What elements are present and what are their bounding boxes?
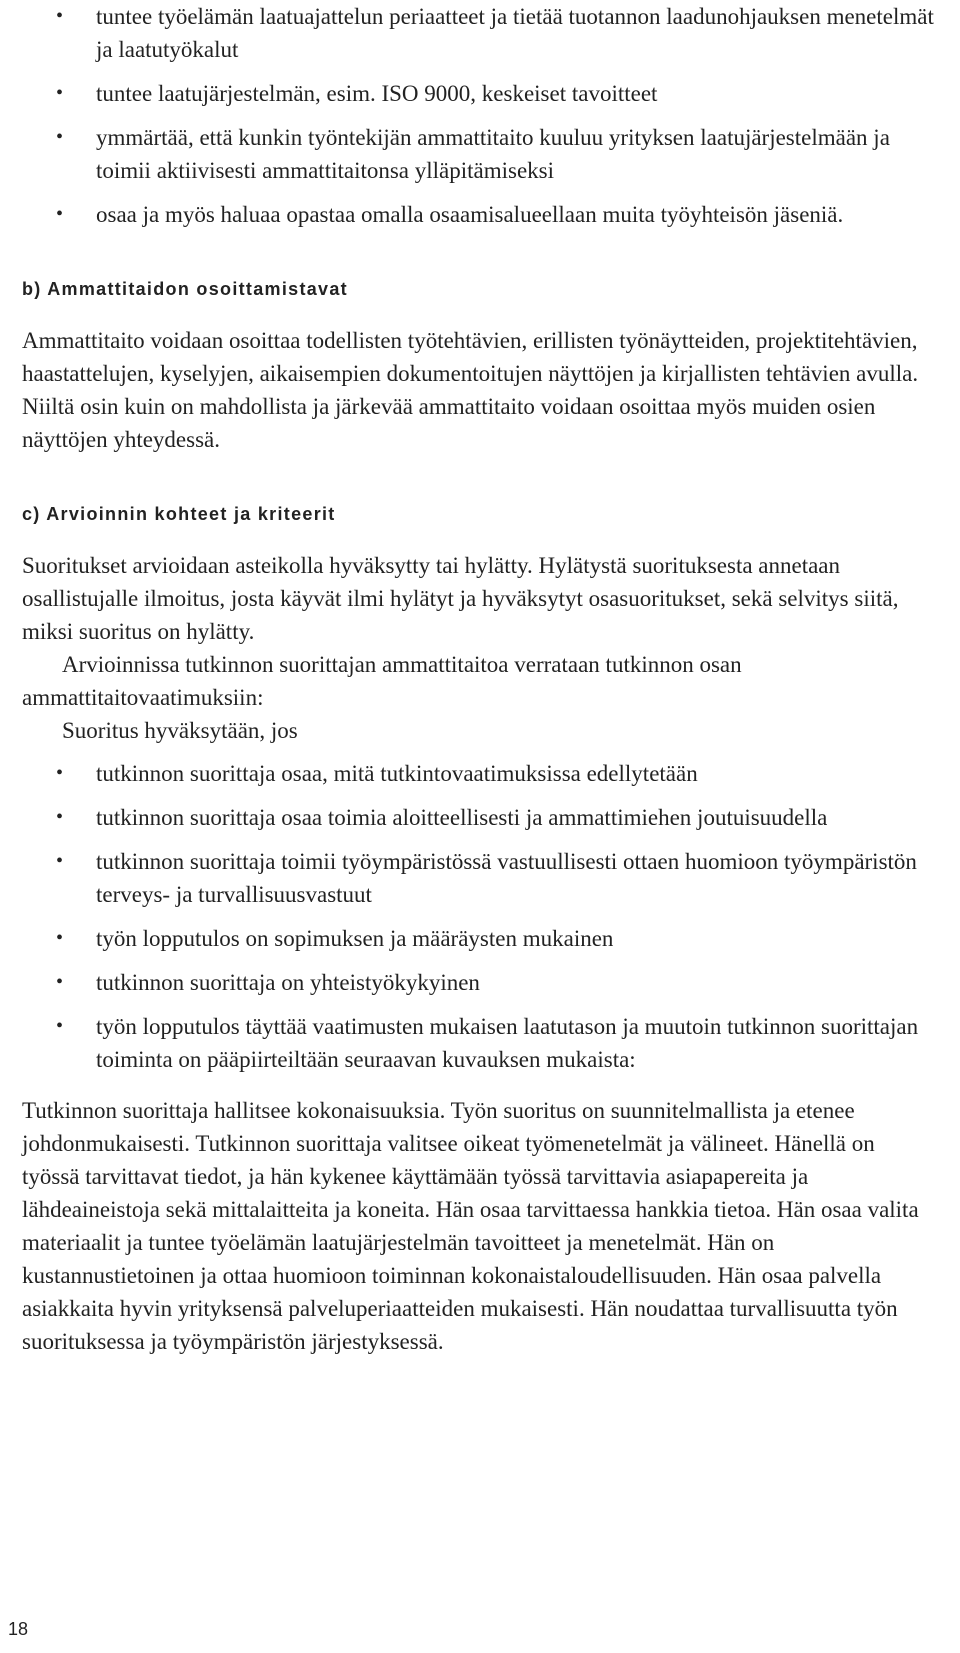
list-item: • tuntee työelämän laatuajattelun periaatteet ja tietää tuotannon laadunohjauksen menetelmät ja laatutyökalut	[22, 0, 937, 66]
list-item: • ymmärtää, että kunkin työntekijän ammattitaito kuuluu yrityksen laatujärjestelmään ja toimii aktiivisesti ammattitaitonsa ylläpitämiseksi	[22, 121, 937, 187]
list-item: • tutkinnon suorittaja toimii työympäristössä vastuullisesti ottaen huomioon työympäristön terveys- ja turvallisuusvastuut	[22, 845, 937, 911]
list-item: • tutkinnon suorittaja osaa, mitä tutkintovaatimuksissa edellytetään	[22, 757, 937, 790]
bullet-icon: •	[56, 762, 64, 784]
top-bullet-list	[22, 0, 937, 231]
criteria-bullet-list	[22, 757, 937, 1076]
list-item: • osaa ja myös haluaa opastaa omalla osaamisalueellaan muita työyhteisön jäseniä.	[22, 198, 937, 231]
section-c-paragraph-4: Tutkinnon suorittaja hallitsee kokonaisuuksia. Työn suoritus on suunnitelmallista ja etenee johdonmukaisesti. Tutkinnon suorittaja valitsee oikeat työmenetelmät ja välineet. Hänellä on työssä tarvittavat tiedot, ja hän kykenee käyttämään työssä tarvittavia asiapapereita ja lähdeaineistoja sekä mittalaitteita ja koneita. Hän osaa tarvittaessa hankkia tietoa. Hän osaa valita materiaalit ja tuntee työelämän laatujärjestelmän tavoitteet ja menetelmät. Hän on kustannustietoinen ja ottaa huomioon toiminnan kokonaistaloudellisuuden. Hän osaa palvella asiakkaita hyvin yrityksensä palveluperiaatteiden mukaisesti. Hän noudattaa turvallisuutta työn suorituksessa ja työympäristön järjestyksessä.	[22, 1098, 919, 1354]
section-c-paragraph-1: Suoritukset arvioidaan asteikolla hyväksytty tai hylätty. Hylätystä suorituksesta annetaan osallistujalle ilmoitus, josta käyvät ilmi hylätyt ja hyväksytyt osasuoritukset, sekä selvitys siitä, miksi suoritus on hylätty.	[22, 553, 899, 644]
bullet-icon: •	[56, 126, 64, 148]
list-item: • tutkinnon suorittaja osaa toimia aloitteellisesti ja ammattimiehen joutuisuudella	[22, 801, 937, 834]
section-c-paragraph-2: Arvioinnissa tutkinnon suorittajan ammattitaitoa verrataan tutkinnon osan ammattitaitovaatimuksiin:	[22, 652, 742, 710]
list-item: • tuntee laatujärjestelmän, esim. ISO 9000, keskeiset tavoitteet	[22, 77, 937, 110]
bullet-icon: •	[56, 203, 64, 225]
document-page	[22, 0, 937, 1358]
list-item: • tutkinnon suorittaja on yhteistyökykyinen	[22, 966, 937, 999]
section-c-heading: c) Arvioinnin kohteet ja kriteerit	[22, 504, 336, 524]
page-number: 18	[8, 1619, 29, 1639]
bullet-icon: •	[56, 806, 64, 828]
list-item: • työn lopputulos täyttää vaatimusten mukaisen laatutason ja muutoin tutkinnon suorittajan toiminta on pääpiirteiltään seuraavan kuvauksen mukaista:	[22, 1010, 937, 1076]
bullet-icon: •	[56, 850, 64, 872]
section-c-paragraph-3: Suoritus hyväksytään, jos	[62, 718, 298, 743]
section-b-heading: b) Ammattitaidon osoittamistavat	[22, 279, 348, 299]
bullet-icon: •	[56, 927, 64, 949]
list-item: • työn lopputulos on sopimuksen ja määräysten mukainen	[22, 922, 937, 955]
bullet-icon: •	[56, 82, 64, 104]
bullet-icon: •	[56, 5, 64, 27]
bullet-icon: •	[56, 971, 64, 993]
bullet-icon: •	[56, 1015, 64, 1037]
section-b-paragraph: Ammattitaito voidaan osoittaa todellisten työtehtävien, erillisten työnäytteiden, projektitehtävien, haastattelujen, kyselyjen, aikaisempien dokumentoitujen näyttöjen ja kirjallisten tehtävien avulla. Niiltä osin kuin on mahdollista ja järkevää ammattitaito voidaan osoittaa myös muiden osien näyttöjen yhteydessä.	[22, 328, 919, 452]
